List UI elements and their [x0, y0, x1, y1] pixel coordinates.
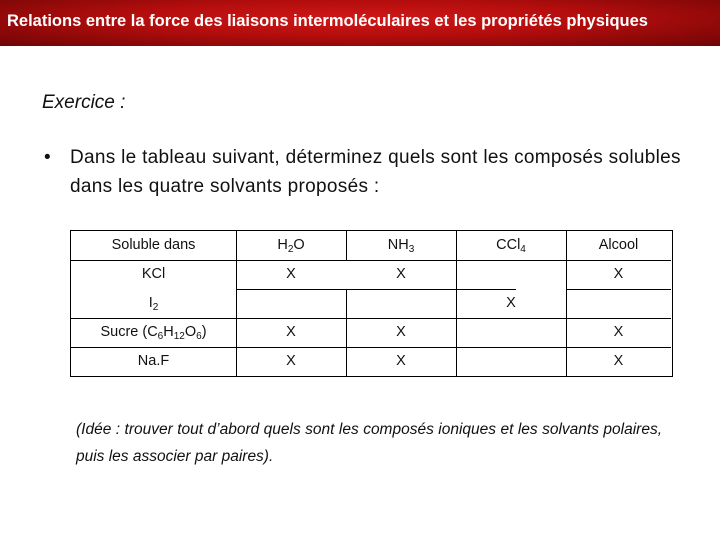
compound-sucre: Sucre $(C_6H_{12}O_6)$: [100, 324, 207, 342]
cell-value: X: [396, 266, 406, 282]
cell-value: X: [396, 353, 406, 369]
title-banner: [0, 0, 720, 46]
bullet-icon: •: [44, 147, 51, 168]
cell-value: X: [286, 353, 296, 369]
cell-value: [456, 260, 566, 289]
table-row: [71, 347, 671, 376]
compound-naf: Na.F: [137, 353, 170, 369]
cell-value: X: [613, 266, 624, 282]
header-nh3: $NH_3$: [387, 237, 415, 255]
table-row: [71, 260, 671, 289]
instruction-bullet: [44, 143, 684, 201]
cell-value: [236, 289, 346, 318]
slide-title: Relations entre la force des liaisons intermoléculaires et les propriétés physiques: [7, 12, 648, 30]
compound-i2: $I_2$: [148, 295, 159, 313]
table-row: [71, 289, 671, 318]
cell-value: X: [506, 295, 516, 311]
header-alcool: Alcool: [598, 237, 639, 253]
cell-value: X: [286, 324, 296, 340]
cell-value: [566, 289, 671, 318]
header-h2o: $H_2O$: [277, 237, 305, 255]
instruction-text: Dans le tableau suivant, déterminez quels sont les composés solubles dans les quatre solvants proposés :: [70, 147, 681, 197]
table-header-row: [71, 231, 671, 260]
exercise-label: Exercice :: [42, 92, 126, 113]
solubility-table: [70, 230, 673, 377]
cell-value: X: [286, 266, 296, 282]
header-ccl4: CCl$_4$: [496, 237, 526, 255]
cell-value: X: [613, 324, 624, 340]
cell-value: [456, 347, 566, 376]
cell-value: X: [613, 353, 624, 369]
header-soluble-dans: Soluble dans: [111, 237, 196, 253]
cell-value: X: [396, 324, 406, 340]
cell-value: [456, 318, 566, 347]
cell-value: [346, 289, 456, 318]
table-row: [71, 318, 671, 347]
compound-kcl: KCl: [141, 266, 166, 282]
hint-note: (Idée : trouver tout d’abord quels sont les composés ioniques et les solvants polaires, puis les associer par paires).: [76, 421, 662, 465]
